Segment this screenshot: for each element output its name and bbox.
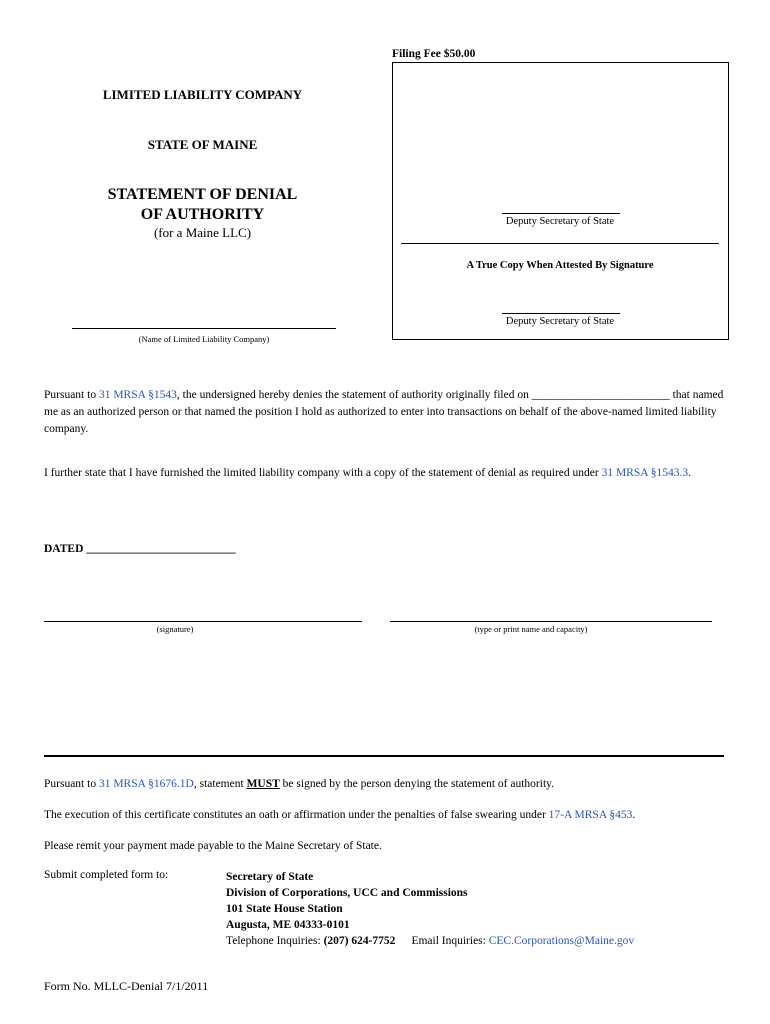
true-copy-label: A True Copy When Attested By Signature (466, 260, 654, 271)
mailing-address (226, 869, 634, 949)
signature-line[interactable] (44, 621, 362, 622)
remit-instruction: Please remit your payment made payable to the Maine Secretary of State. (44, 840, 382, 852)
phone-number: (207) 624-7752 (323, 935, 396, 947)
name-capacity-line[interactable] (390, 621, 712, 622)
denial-paragraph: Pursuant to 31 MRSA §1543, the undersigned hereby denies the statement of authority originally filed on ________________________ that named me as an authorized person or that named the position I hold as authorized to enter into transactions on behalf of the above-named limited liability company. (44, 389, 724, 435)
address-line-1: Secretary of State (226, 871, 314, 883)
entity-type-heading: LIMITED LIABILITY COMPANY (102, 87, 303, 102)
deputy-signature-line-2[interactable] (502, 313, 620, 314)
submit-label: Submit completed form to: (44, 869, 169, 881)
name-capacity-caption: (type or print name and capacity) (474, 624, 588, 634)
contact-line: Telephone Inquiries: (207) 624-7752 Email Inquiries: CEC.Corporations@Maine.gov (226, 935, 635, 947)
deputy-secretary-label-1: Deputy Secretary of State (505, 216, 615, 227)
statute-link-1543[interactable]: 31 MRSA §1543 (98, 389, 177, 401)
email-link[interactable]: CEC.Corporations@Maine.gov (488, 935, 635, 947)
form-title-line-2: OF AUTHORITY (140, 206, 265, 223)
stamp-divider (401, 243, 719, 244)
furnished-copy-paragraph: I further state that I have furnished the limited liability company with a copy of the statement of denial as required under 31 MRSA §1543.3. (44, 467, 692, 479)
section-divider (44, 755, 724, 757)
llc-name-field[interactable] (72, 328, 336, 329)
form-title-line-1: STATEMENT OF DENIAL (107, 186, 298, 203)
deputy-secretary-label-2: Deputy Secretary of State (505, 316, 615, 327)
oath-instruction: The execution of this certificate constitutes an oath or affirmation under the penalties of false swearing under 17-A MRSA §453. (44, 809, 636, 821)
must-sign-instruction: Pursuant to 31 MRSA §1676.1D, statement MUST be signed by the person denying the statement of authority. (44, 778, 555, 790)
dated-field[interactable]: DATED __________________________ (44, 543, 236, 555)
must-emphasis: MUST (246, 778, 280, 790)
deputy-signature-line-1[interactable] (502, 213, 620, 214)
address-line-2: Division of Corporations, UCC and Commissions (226, 887, 468, 899)
statute-link-453[interactable]: 17-A MRSA §453 (548, 809, 633, 821)
filing-fee: Filing Fee $50.00 (392, 48, 476, 60)
address-line-4: Augusta, ME 04333-0101 (226, 919, 350, 931)
llc-name-caption: (Name of Limited Liability Company) (138, 334, 270, 344)
signature-caption: (signature) (156, 624, 194, 634)
address-line-3: 101 State House Station (226, 903, 343, 915)
filing-stamp-box (392, 62, 729, 340)
statute-link-1543-3[interactable]: 31 MRSA §1543.3 (601, 467, 689, 479)
statute-link-1676[interactable]: 31 MRSA §1676.1D (98, 778, 194, 790)
form-subtitle: (for a Maine LLC) (153, 225, 252, 240)
state-heading: STATE OF MAINE (147, 137, 258, 152)
form-number: Form No. MLLC-Denial 7/1/2011 (44, 979, 209, 993)
